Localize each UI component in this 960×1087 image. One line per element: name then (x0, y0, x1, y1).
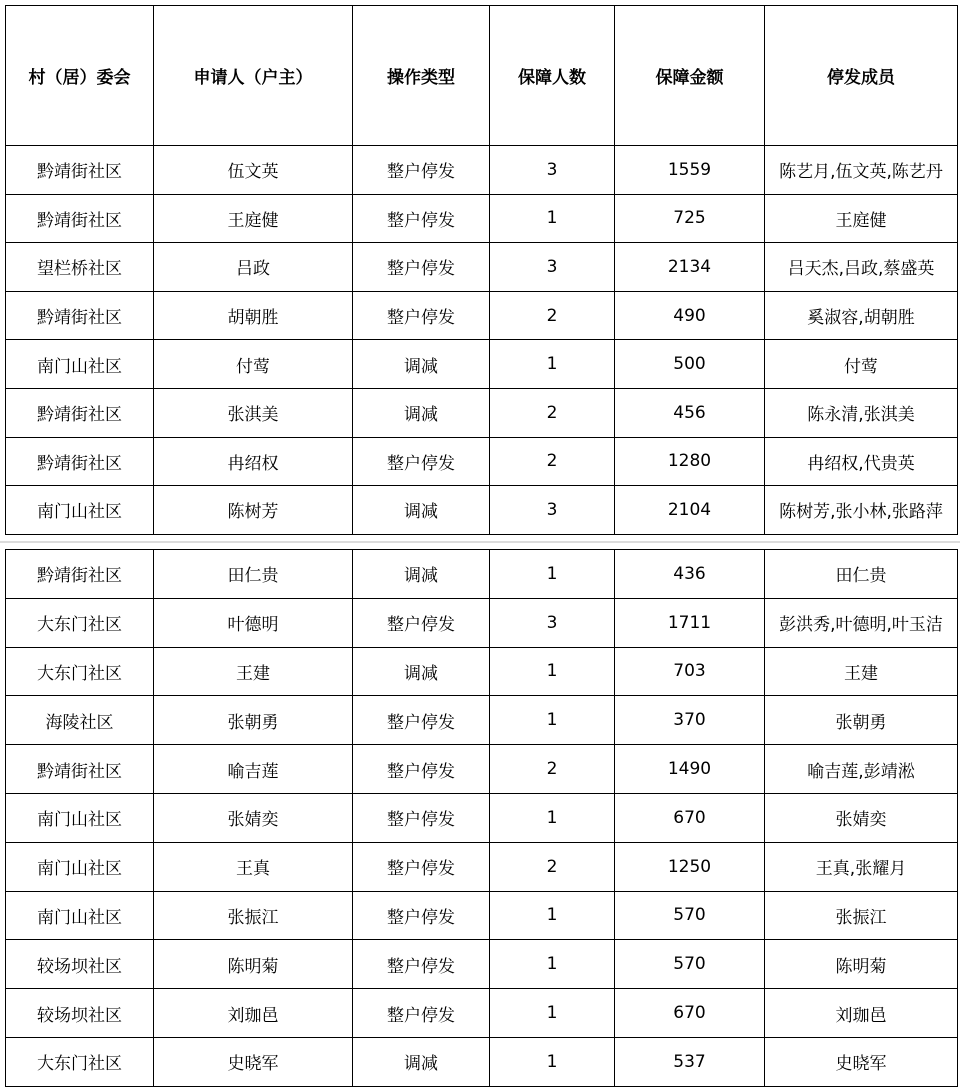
cell-people-count: 3 (490, 486, 615, 535)
cell-amount: 456 (615, 388, 765, 437)
cell-operation-type: 调减 (353, 388, 490, 437)
cell-operation-type: 调减 (353, 486, 490, 535)
cell-applicant: 伍文英 (154, 146, 353, 195)
cell-committee: 大东门社区 (6, 1037, 154, 1086)
cell-people-count: 2 (490, 745, 615, 794)
header-stopped-members: 停发成员 (765, 6, 958, 146)
cell-stopped-members: 冉绍权,代贵英 (765, 437, 958, 486)
header-operation-type: 操作类型 (353, 6, 490, 146)
cell-committee: 黔靖街社区 (6, 550, 154, 599)
cell-people-count: 1 (490, 940, 615, 989)
table-row (6, 291, 958, 340)
table-row (6, 745, 958, 794)
cell-operation-type: 整户停发 (353, 598, 490, 647)
cell-committee: 南门山社区 (6, 340, 154, 389)
cell-amount: 670 (615, 989, 765, 1038)
cell-stopped-members: 奚淑容,胡朝胜 (765, 291, 958, 340)
cell-applicant: 陈树芳 (154, 486, 353, 535)
cell-applicant: 冉绍权 (154, 437, 353, 486)
cell-committee: 较场坝社区 (6, 989, 154, 1038)
table-row (6, 793, 958, 842)
cell-amount: 1280 (615, 437, 765, 486)
cell-people-count: 3 (490, 243, 615, 292)
cell-applicant: 张婧奕 (154, 793, 353, 842)
table-row (6, 647, 958, 696)
cell-committee: 望栏桥社区 (6, 243, 154, 292)
cell-operation-type: 整户停发 (353, 243, 490, 292)
cell-operation-type: 整户停发 (353, 291, 490, 340)
cell-people-count: 2 (490, 842, 615, 891)
cell-operation-type: 整户停发 (353, 989, 490, 1038)
cell-applicant: 张朝勇 (154, 696, 353, 745)
cell-amount: 2104 (615, 486, 765, 535)
cell-applicant: 王建 (154, 647, 353, 696)
cell-stopped-members: 张朝勇 (765, 696, 958, 745)
header-people-count: 保障人数 (490, 6, 615, 146)
cell-applicant: 王真 (154, 842, 353, 891)
cell-people-count: 1 (490, 793, 615, 842)
cell-committee: 黔靖街社区 (6, 291, 154, 340)
cell-amount: 725 (615, 194, 765, 243)
cell-stopped-members: 付莺 (765, 340, 958, 389)
cell-stopped-members: 王庭健 (765, 194, 958, 243)
benefit-table-page-2 (5, 549, 958, 1087)
cell-committee: 海陵社区 (6, 696, 154, 745)
cell-applicant: 胡朝胜 (154, 291, 353, 340)
cell-people-count: 1 (490, 647, 615, 696)
cell-stopped-members: 史晓军 (765, 1037, 958, 1086)
cell-applicant: 张振江 (154, 891, 353, 940)
cell-amount: 1559 (615, 146, 765, 195)
cell-people-count: 1 (490, 696, 615, 745)
table-row (6, 696, 958, 745)
cell-stopped-members: 喻吉莲,彭靖淞 (765, 745, 958, 794)
page-break-line (0, 541, 960, 543)
cell-applicant: 付莺 (154, 340, 353, 389)
table-row (6, 842, 958, 891)
cell-operation-type: 整户停发 (353, 745, 490, 794)
cell-operation-type: 整户停发 (353, 842, 490, 891)
cell-stopped-members: 陈明菊 (765, 940, 958, 989)
cell-people-count: 1 (490, 989, 615, 1038)
cell-operation-type: 调减 (353, 550, 490, 599)
table-row (6, 891, 958, 940)
table-row (6, 598, 958, 647)
table-row (6, 194, 958, 243)
cell-stopped-members: 吕天杰,吕政,蔡盛英 (765, 243, 958, 292)
cell-amount: 1490 (615, 745, 765, 794)
cell-stopped-members: 陈艺月,伍文英,陈艺丹 (765, 146, 958, 195)
cell-people-count: 2 (490, 388, 615, 437)
cell-stopped-members: 张振江 (765, 891, 958, 940)
cell-committee: 黔靖街社区 (6, 745, 154, 794)
cell-applicant: 王庭健 (154, 194, 353, 243)
cell-operation-type: 整户停发 (353, 793, 490, 842)
table-row (6, 940, 958, 989)
header-committee: 村（居）委会 (6, 6, 154, 146)
cell-operation-type: 调减 (353, 1037, 490, 1086)
table-row (6, 550, 958, 599)
header-applicant: 申请人（户主） (154, 6, 353, 146)
cell-amount: 1711 (615, 598, 765, 647)
cell-people-count: 1 (490, 891, 615, 940)
cell-committee: 黔靖街社区 (6, 146, 154, 195)
cell-amount: 570 (615, 940, 765, 989)
header-amount: 保障金额 (615, 6, 765, 146)
cell-amount: 490 (615, 291, 765, 340)
cell-amount: 537 (615, 1037, 765, 1086)
benefit-table-page-1 (5, 5, 958, 535)
table-row (6, 989, 958, 1038)
table-row (6, 486, 958, 535)
cell-committee: 大东门社区 (6, 598, 154, 647)
table-row (6, 340, 958, 389)
cell-committee: 黔靖街社区 (6, 388, 154, 437)
cell-people-count: 1 (490, 340, 615, 389)
cell-amount: 1250 (615, 842, 765, 891)
cell-stopped-members: 王真,张耀月 (765, 842, 958, 891)
cell-people-count: 2 (490, 291, 615, 340)
cell-people-count: 2 (490, 437, 615, 486)
cell-people-count: 3 (490, 146, 615, 195)
cell-people-count: 3 (490, 598, 615, 647)
cell-operation-type: 整户停发 (353, 940, 490, 989)
cell-people-count: 1 (490, 194, 615, 243)
cell-applicant: 张淇美 (154, 388, 353, 437)
cell-committee: 黔靖街社区 (6, 437, 154, 486)
cell-committee: 南门山社区 (6, 891, 154, 940)
header-row (6, 6, 958, 146)
cell-operation-type: 整户停发 (353, 194, 490, 243)
cell-stopped-members: 陈树芳,张小林,张路萍 (765, 486, 958, 535)
cell-amount: 436 (615, 550, 765, 599)
cell-operation-type: 整户停发 (353, 146, 490, 195)
cell-amount: 670 (615, 793, 765, 842)
cell-stopped-members: 刘珈邑 (765, 989, 958, 1038)
table-row (6, 243, 958, 292)
cell-applicant: 吕政 (154, 243, 353, 292)
cell-applicant: 喻吉莲 (154, 745, 353, 794)
cell-applicant: 刘珈邑 (154, 989, 353, 1038)
cell-committee: 黔靖街社区 (6, 194, 154, 243)
table-row (6, 146, 958, 195)
table-row (6, 437, 958, 486)
cell-stopped-members: 张婧奕 (765, 793, 958, 842)
cell-stopped-members: 田仁贵 (765, 550, 958, 599)
cell-amount: 370 (615, 696, 765, 745)
cell-operation-type: 整户停发 (353, 696, 490, 745)
table-row (6, 1037, 958, 1086)
cell-amount: 500 (615, 340, 765, 389)
table-body-page-1 (6, 146, 958, 535)
cell-amount: 703 (615, 647, 765, 696)
cell-people-count: 1 (490, 1037, 615, 1086)
table-row (6, 388, 958, 437)
cell-stopped-members: 彭洪秀,叶德明,叶玉洁 (765, 598, 958, 647)
cell-committee: 南门山社区 (6, 486, 154, 535)
cell-amount: 2134 (615, 243, 765, 292)
cell-committee: 大东门社区 (6, 647, 154, 696)
cell-committee: 南门山社区 (6, 842, 154, 891)
cell-applicant: 陈明菊 (154, 940, 353, 989)
cell-operation-type: 整户停发 (353, 891, 490, 940)
table-body-page-2 (6, 550, 958, 1087)
cell-operation-type: 调减 (353, 647, 490, 696)
cell-amount: 570 (615, 891, 765, 940)
cell-stopped-members: 王建 (765, 647, 958, 696)
cell-committee: 较场坝社区 (6, 940, 154, 989)
cell-operation-type: 整户停发 (353, 437, 490, 486)
cell-applicant: 史晓军 (154, 1037, 353, 1086)
cell-people-count: 1 (490, 550, 615, 599)
cell-committee: 南门山社区 (6, 793, 154, 842)
cell-applicant: 叶德明 (154, 598, 353, 647)
cell-applicant: 田仁贵 (154, 550, 353, 599)
cell-stopped-members: 陈永清,张淇美 (765, 388, 958, 437)
cell-operation-type: 调减 (353, 340, 490, 389)
